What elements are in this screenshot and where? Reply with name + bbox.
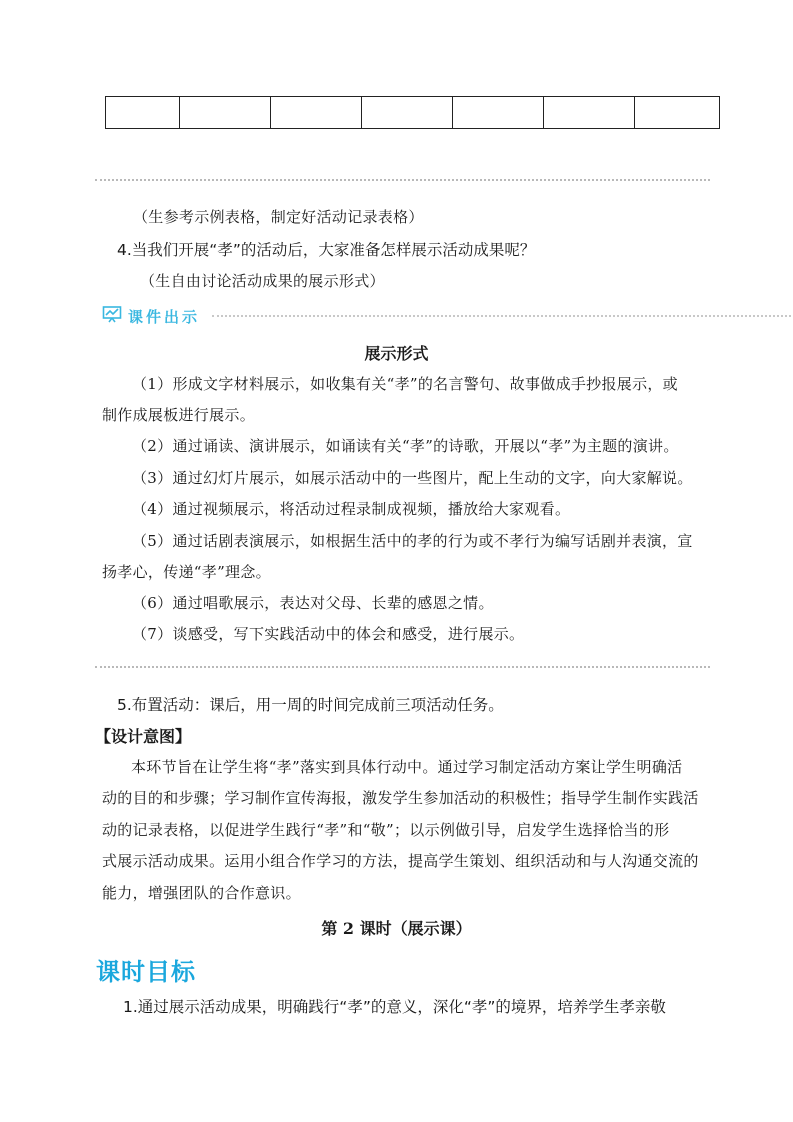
question-5: 5.布置活动：课后，用一周的时间完成前三项活动任务。 (117, 696, 504, 714)
table-row (106, 97, 720, 129)
table-cell (635, 97, 720, 129)
display-item-4: （4）通过视频展示，将活动过程录制成视频，播放给大家观看。 (132, 500, 571, 518)
student-note-2: （生自由讨论活动成果的展示形式） (140, 272, 385, 290)
table-cell (106, 97, 180, 129)
design-line-4: 式展示活动成果。运用小组合作学习的方法，提高学生策划、组织活动和与人沟通交流的 (102, 852, 699, 870)
display-item-1-line1: （1）形成文字材料展示，如收集有关“孝”的名言警句、故事做成手抄报展示，或 (132, 375, 678, 393)
question-4: 4.当我们开展“孝”的活动后，大家准备怎样展示活动成果呢？ (117, 241, 536, 259)
student-note-1: （生参考示例表格，制定好活动记录表格） (133, 208, 424, 226)
display-item-3: （3）通过幻灯片展示，如展示活动中的一些图片，配上生动的文字，向大家解说。 (132, 469, 693, 487)
design-line-2: 动的目的和步骤；学习制作宣传海报，激发学生参加活动的积极性；指导学生制作实践活 (102, 789, 699, 807)
courseware-header (102, 305, 200, 327)
lesson-2-title: 第 2 课时（展示课） (321, 919, 472, 938)
display-item-6: （6）通过唱歌展示，表达对父母、长辈的感恩之情。 (132, 594, 494, 612)
display-item-7: （7）谈感受，写下实践活动中的体会和感受，进行展示。 (132, 625, 525, 643)
table-cell (180, 97, 271, 129)
lesson-goals-title: 课时目标 (96, 958, 196, 986)
activity-record-table (105, 96, 720, 129)
design-heading: 【设计意图】 (95, 727, 192, 746)
display-title: 展示形式 (364, 344, 429, 363)
table-cell (271, 97, 362, 129)
courseware-label: 课件出示 (128, 307, 201, 326)
table-cell (362, 97, 453, 129)
display-item-5-line2: 扬孝心，传递“孝”理念。 (102, 563, 271, 581)
display-item-5-line1: （5）通过话剧表演展示，如根据生活中的孝的行为或不孝行为编写话剧并表演，宣 (132, 532, 693, 550)
dotted-divider (95, 179, 710, 181)
design-line-5: 能力，增强团队的合作意识。 (102, 884, 301, 902)
display-item-1-line2: 制作成展板进行展示。 (102, 406, 256, 424)
table-cell (544, 97, 635, 129)
dotted-divider (95, 666, 710, 668)
design-line-3: 动的记录表格，以促进学生践行“孝”和“敬”；以示例做引导，启发学生选择恰当的形 (102, 821, 670, 839)
display-item-2: （2）通过诵读、演讲展示，如诵读有关“孝”的诗歌，开展以“孝”为主题的演讲。 (132, 437, 679, 455)
goal-line-1: 1.通过展示活动成果，明确践行“孝”的意义，深化“孝”的境界，培养学生孝亲敬 (123, 998, 666, 1016)
presentation-icon (102, 305, 122, 327)
design-line-1: 本环节旨在让学生将“孝”落实到具体行动中。通过学习制定活动方案让学生明确活 (131, 758, 683, 776)
table-cell (453, 97, 544, 129)
courseware-rule (212, 315, 793, 317)
